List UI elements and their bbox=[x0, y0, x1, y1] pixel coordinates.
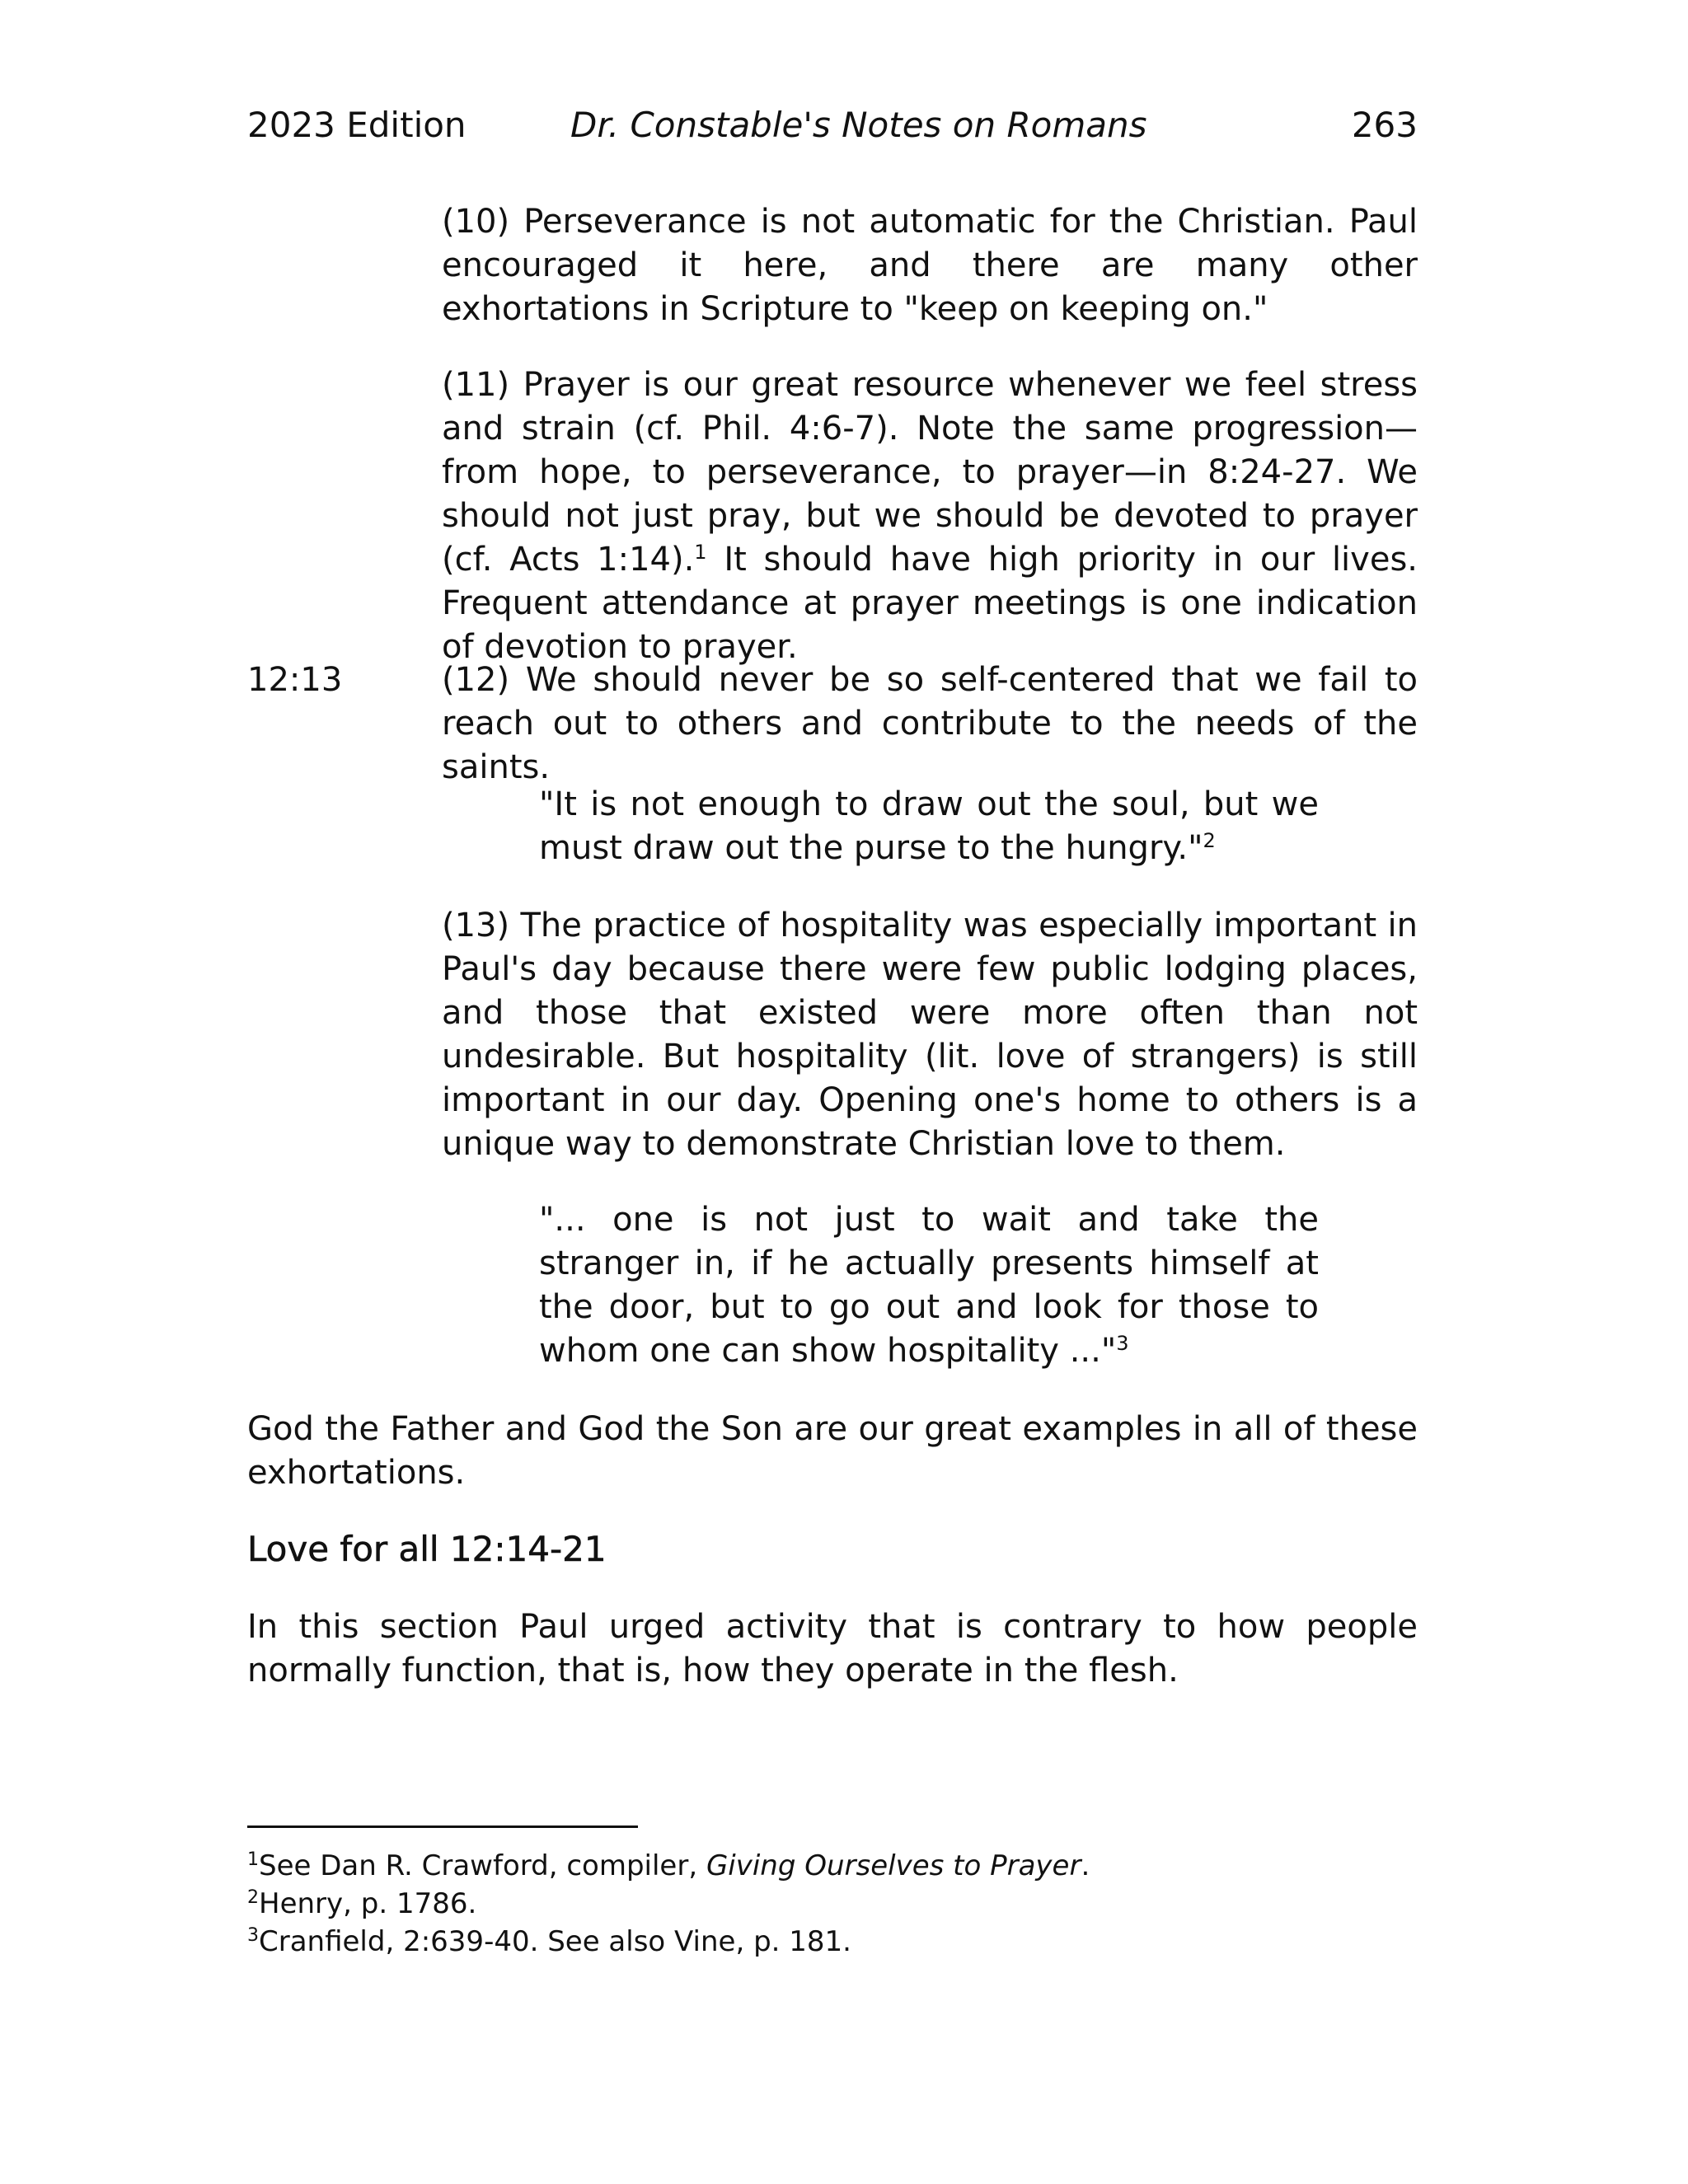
block-quote-1 bbox=[539, 783, 1319, 870]
block-quote-1-text: "It is not enough to draw out the soul, but we must draw out the purse to the hungry." bbox=[539, 785, 1319, 867]
edition-label: 2023 Edition bbox=[247, 105, 467, 145]
footnote-1 bbox=[247, 1847, 1090, 1885]
page-number: 263 bbox=[1351, 105, 1418, 145]
paragraph-10: (10) Perseverance is not automatic for the Christian. Paul encouraged it here, and there are many other exhortations in Scripture to "keep on keeping on." bbox=[442, 203, 1418, 328]
footnote-3-text: Cranfield, 2:639-40. See also Vine, p. 181. bbox=[259, 1925, 851, 1958]
paragraph-11 bbox=[442, 363, 1418, 669]
block-quote-2-text: "... one is not just to wait and take the stranger in, if he actually presents himself at the door, but to go out and look for those to whom one can show hospitality ..." bbox=[539, 1201, 1319, 1370]
footnote-2 bbox=[247, 1885, 476, 1923]
paragraph-11-text: (11) Prayer is our great resource whenever we feel stress and strain (cf. Phil. 4:6-7). Note the same progression—from hope, to perseverance, to prayer—in 8:24-27. We should not just pray, but we should be devoted to prayer (cf. Acts 1:14). bbox=[442, 366, 1418, 579]
closing-paragraph: God the Father and God the Son are our great examples in all of these exhortations. bbox=[247, 1410, 1418, 1492]
footnote-divider bbox=[247, 1825, 638, 1828]
footnote-2-text: Henry, p. 1786. bbox=[259, 1887, 477, 1920]
block-quote-2 bbox=[539, 1198, 1319, 1373]
footnote-1-book-title: Giving Ourselves to Prayer bbox=[706, 1849, 1081, 1882]
page-header bbox=[247, 101, 1418, 150]
book-title: Dr. Constable's Notes on Romans bbox=[570, 105, 1147, 145]
footnote-3 bbox=[247, 1923, 851, 1961]
footnote-3-number: 3 bbox=[247, 1925, 259, 1946]
verse-reference: 12:13 bbox=[247, 661, 343, 699]
footnote-1-text: See Dan R. Crawford, compiler, bbox=[259, 1849, 706, 1882]
footnote-ref-3[interactable]: 3 bbox=[1116, 1332, 1129, 1355]
footnote-1-period: . bbox=[1081, 1849, 1090, 1882]
footnote-ref-1[interactable]: 1 bbox=[694, 541, 707, 564]
paragraph-13: (13) The practice of hospitality was especially important in Paul's day because there were few public lodging places, and those that existed were more often than not undesirable. But hospitality (lit. love of strangers) is still important in our day. Opening one's home to others is a unique way to demonstrate Christian love to them. bbox=[442, 907, 1418, 1163]
paragraph-11-text-continued: It should have high priority in our lives. Frequent attendance at prayer meetings is one indication of devotion to prayer. bbox=[442, 541, 1418, 666]
footnote-1-number: 1 bbox=[247, 1849, 259, 1870]
footnote-ref-2[interactable]: 2 bbox=[1203, 829, 1216, 852]
section-heading: Love for all 12:14-21 bbox=[247, 1529, 607, 1569]
paragraph-12: (12) We should never be so self-centered that we fail to reach out to others and contribute to the needs of the saints. bbox=[442, 661, 1418, 786]
footnote-2-number: 2 bbox=[247, 1887, 259, 1908]
section-intro-paragraph: In this section Paul urged activity that is contrary to how people normally function, that is, how they operate in the flesh. bbox=[247, 1608, 1418, 1690]
